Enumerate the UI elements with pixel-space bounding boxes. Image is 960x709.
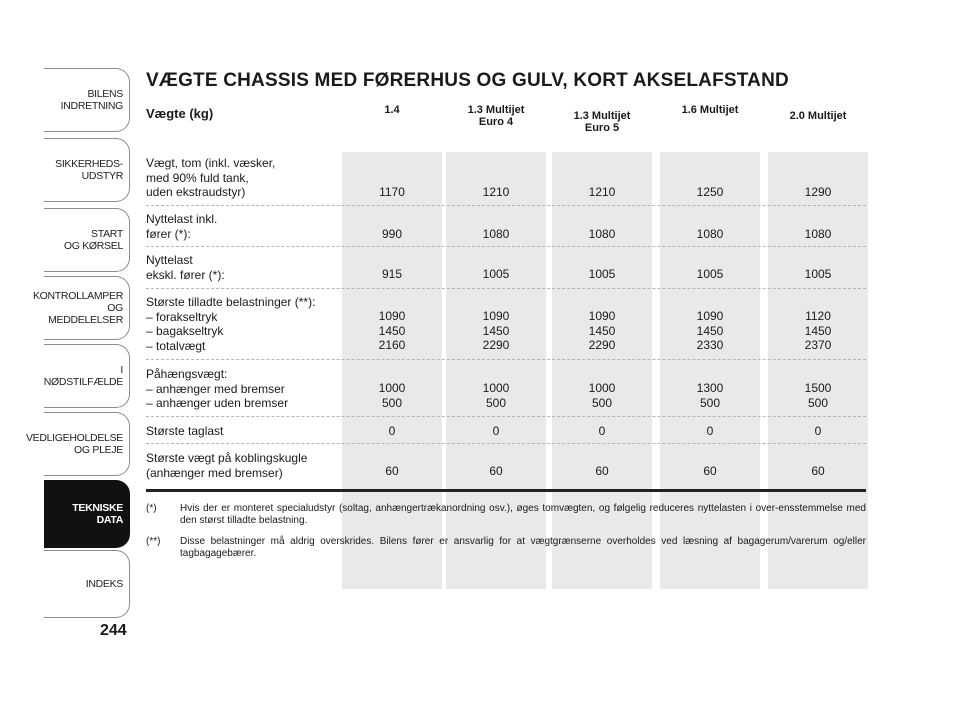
tab-label: VEDLIGEHOLDELSE OG PLEJE (25, 432, 123, 456)
table-cell: 1300 500 (696, 381, 724, 410)
table-cell: 1000 500 (482, 381, 510, 410)
table-cell: 60 (811, 464, 825, 478)
tab-kontrollamper[interactable] (32, 276, 130, 340)
column-header: 1.4 (384, 104, 400, 116)
row-label-koblingskugle: Største vægt på koblingskugle (anhænger med bremser) (146, 451, 308, 480)
tab-label: I NØDSTILFÆLDE (43, 364, 124, 388)
table-cell: 1005 (696, 267, 724, 281)
table-cell: 60 (385, 464, 399, 478)
footnote-2 (146, 536, 866, 560)
table-cell: 0 (388, 424, 396, 438)
table-cell: 1090 1450 2290 (588, 309, 616, 352)
tab-tekniske-data[interactable] (44, 480, 130, 548)
table-cell: 1005 (804, 267, 832, 281)
table-cell: 1005 (482, 267, 510, 281)
row-label-nyttelast-ekskl: Nyttelast ekskl. fører (*): (146, 253, 225, 282)
table-cell: 60 (489, 464, 503, 478)
column-header: 2.0 Multijet (789, 110, 847, 122)
tab-label: KONTROLLAMPER OG MEDDELELSER (32, 290, 123, 326)
footnote-mark: (**) (146, 536, 161, 547)
table-cell: 1080 (804, 227, 832, 241)
page-number: 244 (100, 622, 127, 639)
table-cell: 1005 (588, 267, 616, 281)
table-cell: 1290 (804, 185, 832, 199)
table-cell: 1120 1450 2370 (804, 309, 832, 352)
row-label-nyttelast-inkl: Nyttelast inkl. fører (*): (146, 212, 218, 241)
table-cell: 0 (706, 424, 714, 438)
table-cell: 1080 (588, 227, 616, 241)
page-title: VÆGTE CHASSIS MED FØRERHUS OG GULV, KORT AKSELAFSTAND (146, 70, 789, 91)
table-cell: 1080 (696, 227, 724, 241)
row-separator (146, 359, 866, 360)
table-cell: 1500 500 (804, 381, 832, 410)
table-cell: 1080 (482, 227, 510, 241)
tab-label: TEKNISKE DATA (72, 502, 123, 526)
table-cell: 1170 (379, 185, 405, 199)
row-label-tilladte-belastninger: Største tilladte belastninger (**): – forakseltryk – bagakseltryk – totalvægt (146, 295, 316, 353)
table-cell: 1210 (482, 185, 510, 199)
tab-sikkerhedsudstyr[interactable] (44, 138, 130, 202)
column-header: 1.3 Multijet Euro 4 (467, 104, 525, 128)
table-cell: 1090 1450 2160 (378, 309, 406, 352)
column-header: 1.3 Multijet Euro 5 (573, 110, 631, 134)
table-cell: 915 (381, 267, 403, 281)
footnote-text: Disse belastninger må aldrig overskrides. Bilens fører er ansvarlig for at vægtgrænserne overholdes ved læsning af bagagerum/varerum og/eller tagbagagebærer. (180, 536, 866, 559)
row-separator (146, 443, 866, 444)
tab-bilens-indretning[interactable] (44, 68, 130, 132)
table-cell: 0 (492, 424, 500, 438)
row-label-paahaengsvaegt: Påhængsvægt: – anhænger med bremser – anhænger uden bremser (146, 367, 289, 410)
table-cell: 1090 1450 2290 (482, 309, 510, 352)
footnote-mark: (*) (146, 503, 157, 514)
tab-indeks[interactable] (44, 550, 130, 618)
tab-label: INDEKS (85, 578, 123, 590)
table-cell: 1000 500 (378, 381, 406, 410)
table-cell: 60 (703, 464, 717, 478)
footnote-1 (146, 503, 866, 527)
footnote-text: Hvis der er monteret specialudstyr (soltag, anhængertrækanordning osv.), øges tomvægten, og følgelig reduceres nyttelasten i over-ensstemmelse med den størst tilladte belastning. (180, 503, 866, 526)
row-label-tom-vaegt: Vægt, tom (inkl. væsker, med 90% fuld tank, uden ekstraudstyr) (146, 156, 276, 199)
row-label-taglast: Største taglast (146, 424, 224, 438)
row-separator (146, 205, 866, 206)
table-cell: 1250 (696, 185, 724, 199)
table-cell: 1210 (588, 185, 616, 199)
tab-label: SIKKERHEDS- UDSTYR (55, 158, 123, 182)
column-header: 1.6 Multijet (681, 104, 739, 116)
table-cell: 0 (598, 424, 606, 438)
table-cell: 1090 1450 2330 (696, 309, 724, 352)
table-cell: 1000 500 (588, 381, 616, 410)
table-cell: 60 (595, 464, 609, 478)
tab-start-og-korsel[interactable] (44, 208, 130, 272)
tab-label: START OG KØRSEL (63, 228, 123, 252)
tab-i-nodstilfaelde[interactable] (44, 344, 130, 408)
table-bottom-rule (146, 489, 866, 492)
row-separator (146, 416, 866, 417)
tab-vedligeholdelse[interactable] (25, 412, 130, 476)
tab-label: BILENS INDRETNING (60, 88, 123, 112)
row-separator (146, 288, 866, 289)
row-separator (146, 246, 866, 247)
table-cell: 0 (814, 424, 822, 438)
table-cell: 990 (381, 227, 403, 241)
table-header-label: Vægte (kg) (146, 106, 214, 121)
